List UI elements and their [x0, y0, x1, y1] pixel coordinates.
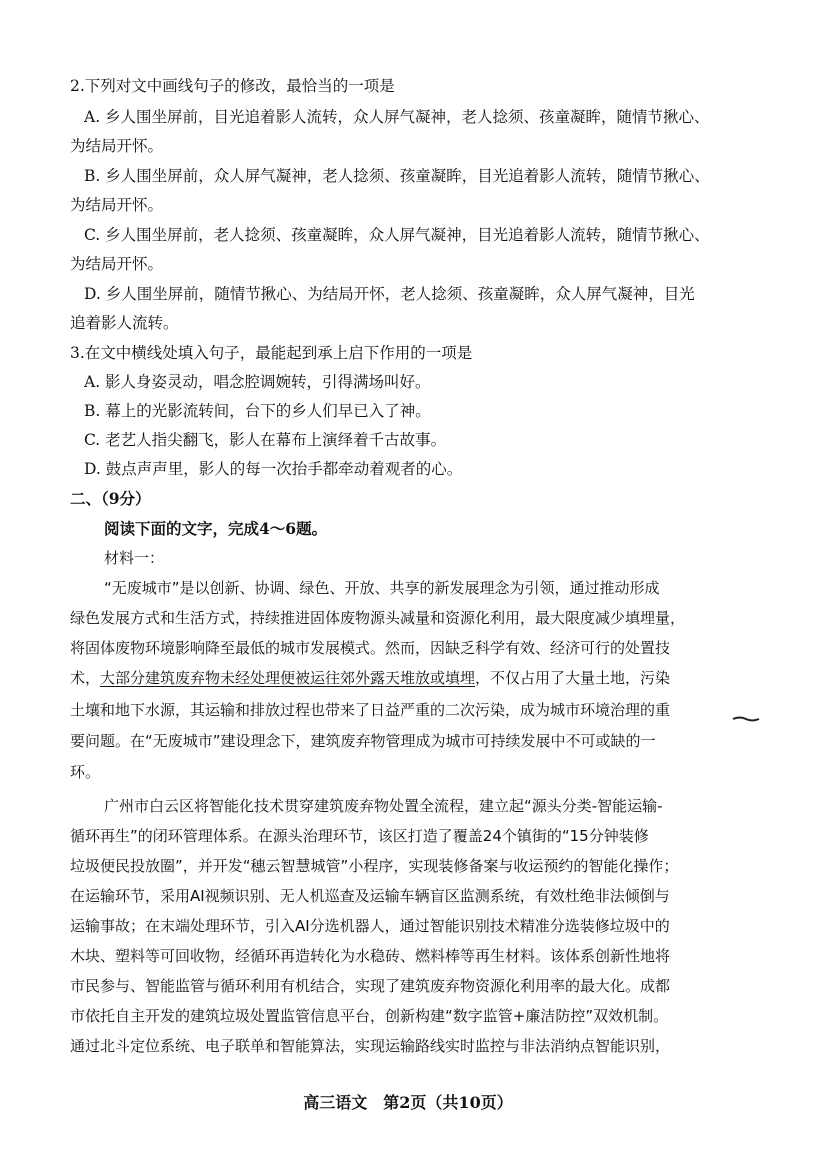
- p1-line-6: 要问题。在“无废城市”建设理念下，建筑废弃物管理成为城市可持续发展中不可或缺的一: [70, 732, 656, 750]
- q3-option-b: B. 幕上的光影流转间，台下的乡人们早已入了神。: [84, 402, 431, 420]
- q2-option-b-line2: 为结局开怀。: [70, 196, 164, 214]
- p1-line-2: 绿色发展方式和生活方式，持续推进固体废物源头减量和资源化利用，最大限度减少填埋量，: [70, 609, 686, 627]
- q2-option-d-line2: 追着影人流转。: [70, 314, 179, 332]
- p2-line-1: 广州市白云区将智能化技术贯穿建筑废弃物处置全流程，建立起“源头分类-智能运输-: [104, 797, 663, 815]
- underlined-phrase: 大部分建筑废弃物未经处理便被运往郊外露天堆放或填埋: [100, 669, 476, 687]
- p2-line-6: 木块、塑料等可回收物，经循环再造转化为水稳砖、燃料棒等再生材料。该体系创新性地将: [70, 947, 671, 965]
- p2-line-5: 运输事故；在末端处理环节，引入AI分选机器人，通过智能识别技术精准分选装修垃圾中的: [70, 917, 670, 935]
- q3-option-d: D. 鼓点声声里，影人的每一次抬手都牵动着观者的心。: [84, 460, 463, 478]
- p2-line-4: 在运输环节，采用AI视频识别、无人机巡查及运输车辆盲区监测系统，有效杜绝非法倾倒与: [70, 887, 670, 905]
- p2-line-8: 市依托自主开发的建筑垃圾处置监管信息平台，创新构建“数字监管+廉洁防控”双效机制。: [70, 1007, 669, 1025]
- p1-line-5: 土壤和地下水源，其运输和排放过程也带来了日益严重的二次污染，成为城市环境治理的重: [70, 701, 671, 719]
- p2-line-7: 市民参与、智能监管与循环利用有机结合，实现了建筑废弃物资源化利用率的最大化。成都: [70, 977, 671, 995]
- section-heading: 二、（9分）: [70, 489, 151, 508]
- material-label: 材料一：: [104, 549, 165, 567]
- p2-line-3: 垃圾便民投放圈”，并开发“穗云智慧城管”小程序，实现装修备案与收运预约的智能化操作；: [70, 857, 679, 875]
- q2-option-b-line1: B. 乡人围坐屏前，众人屏气凝神，老人捻须、孩童凝眸，目光追着影人流转，随情节揪心、: [84, 167, 710, 185]
- q2-stem: 2.下列对文中画线句子的修改，最恰当的一项是: [70, 77, 395, 95]
- q3-option-a: A. 影人身姿灵动，唱念腔调婉转，引得满场叫好。: [84, 373, 431, 391]
- p1-line-3: 将固体废物环境影响降至最低的城市发展模式。然而，因缺乏科学有效、经济可行的处置技: [70, 639, 671, 657]
- q2-option-a-line1: A. 乡人围坐屏前，目光追着影人流转，众人屏气凝神，老人捻须、孩童凝眸，随情节揪心、: [84, 108, 710, 126]
- p1-line-7: 环。: [70, 763, 101, 781]
- q2-option-a-line2: 为结局开怀。: [70, 137, 164, 155]
- reading-instruction: 阅读下面的文字，完成4～6题。: [104, 519, 328, 538]
- page-footer: 高三语文 第2页（共10页）: [303, 1093, 513, 1112]
- q3-stem: 3.在文中横线处填入句子，最能起到承上启下作用的一项是: [70, 344, 473, 362]
- p1-line-4: 术，大部分建筑废弃物未经处理便被运往郊外露天堆放或填埋，不仅占用了大量土地，污染: [70, 669, 671, 687]
- q2-option-c-line2: 为结局开怀。: [70, 255, 164, 273]
- p2-line-9: 通过北斗定位系统、电子联单和智能算法，实现运输路线实时监控与非法消纳点智能识别，: [70, 1037, 671, 1055]
- scan-smudge-mark: [732, 715, 760, 723]
- q2-option-c-line1: C. 乡人围坐屏前，老人捻须、孩童凝眸，众人屏气凝神，目光追着影人流转，随情节揪心、: [84, 226, 710, 244]
- q2-option-d-line1: D. 乡人围坐屏前，随情节揪心、为结局开怀，老人捻须、孩童凝眸，众人屏气凝神，目光: [84, 285, 695, 303]
- p1-line-1: “无废城市”是以创新、协调、绿色、开放、共享的新发展理念为引领，通过推动形成: [104, 579, 660, 597]
- p2-line-2: 循环再生”的闭环管理体系。在源头治理环节，该区打造了覆盖24个镇街的“15分钟装修: [70, 827, 649, 845]
- q3-option-c: C. 老艺人指尖翻飞，影人在幕布上演绎着千古故事。: [84, 431, 447, 449]
